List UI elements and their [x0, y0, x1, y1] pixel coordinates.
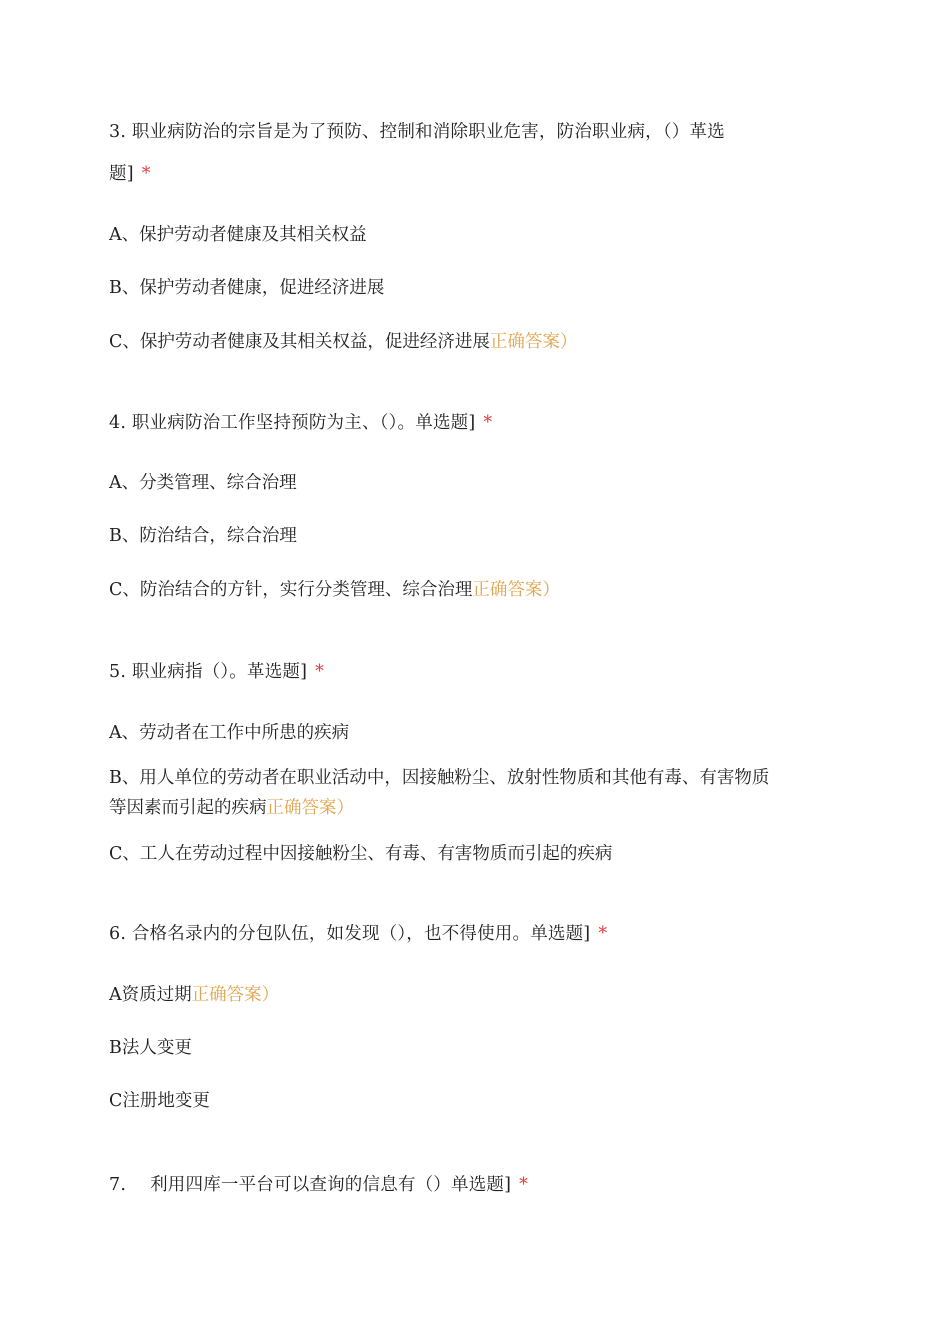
option-b[interactable]: B、保护劳动者健康，促进经济进展 [109, 278, 385, 298]
option-c[interactable]: C、防治结合的方针，实行分类管理、综合治理正确答案） [109, 580, 560, 600]
option-c[interactable]: C注册地变更 [109, 1091, 210, 1111]
option-b[interactable]: B法人变更 [109, 1038, 192, 1058]
question-title: 7. 利用四库一平台可以查询的信息有（）单选题] * [109, 1175, 529, 1195]
option-b-cont[interactable]: 等因素而引起的疾病正确答案） [109, 798, 354, 818]
required-asterisk: * [315, 662, 325, 682]
option-a[interactable]: A资质过期正确答案） [109, 985, 280, 1005]
option-c[interactable]: C、保护劳动者健康及其相关权益，促进经济进展正确答案） [109, 332, 578, 352]
option-b[interactable]: B、防治结合，综合治理 [109, 526, 297, 546]
required-asterisk: * [483, 413, 493, 433]
question-number: 7. [109, 1175, 127, 1195]
required-asterisk: * [141, 164, 151, 184]
option-a[interactable]: A、保护劳动者健康及其相关权益 [109, 225, 367, 245]
required-asterisk: * [598, 924, 608, 944]
required-asterisk: * [519, 1175, 529, 1195]
correct-answer-tag: 正确答案） [472, 580, 560, 600]
question-title: 5. 职业病指（）。革选题] * [109, 662, 325, 682]
correct-answer-tag: 正确答案） [489, 332, 578, 352]
correct-answer-tag: 正确答案） [266, 798, 354, 818]
option-b[interactable]: B、用人单位的劳动者在职业活动中，因接触粉尘、放射性物质和其他有毒、有害物质 [109, 768, 770, 788]
option-a[interactable]: A、分类管理、综合治理 [109, 473, 297, 493]
correct-answer-tag: 正确答案） [191, 985, 280, 1005]
question-title: 6. 合格名录内的分包队伍，如发现（），也不得使用。单选题] * [109, 924, 608, 944]
option-a[interactable]: A、劳动者在工作中所患的疾病 [109, 723, 350, 743]
question-title: 4. 职业病防治工作坚持预防为主、（）。单选题] * [109, 413, 493, 433]
question-title-cont: 题] * [109, 164, 151, 184]
question-title: 3. 职业病防治的宗旨是为了预防、控制和消除职业危害，防治职业病，（）革选 [109, 122, 725, 142]
option-c[interactable]: C、工人在劳动过程中因接触粉尘、有毒、有害物质而引起的疾病 [109, 844, 613, 864]
